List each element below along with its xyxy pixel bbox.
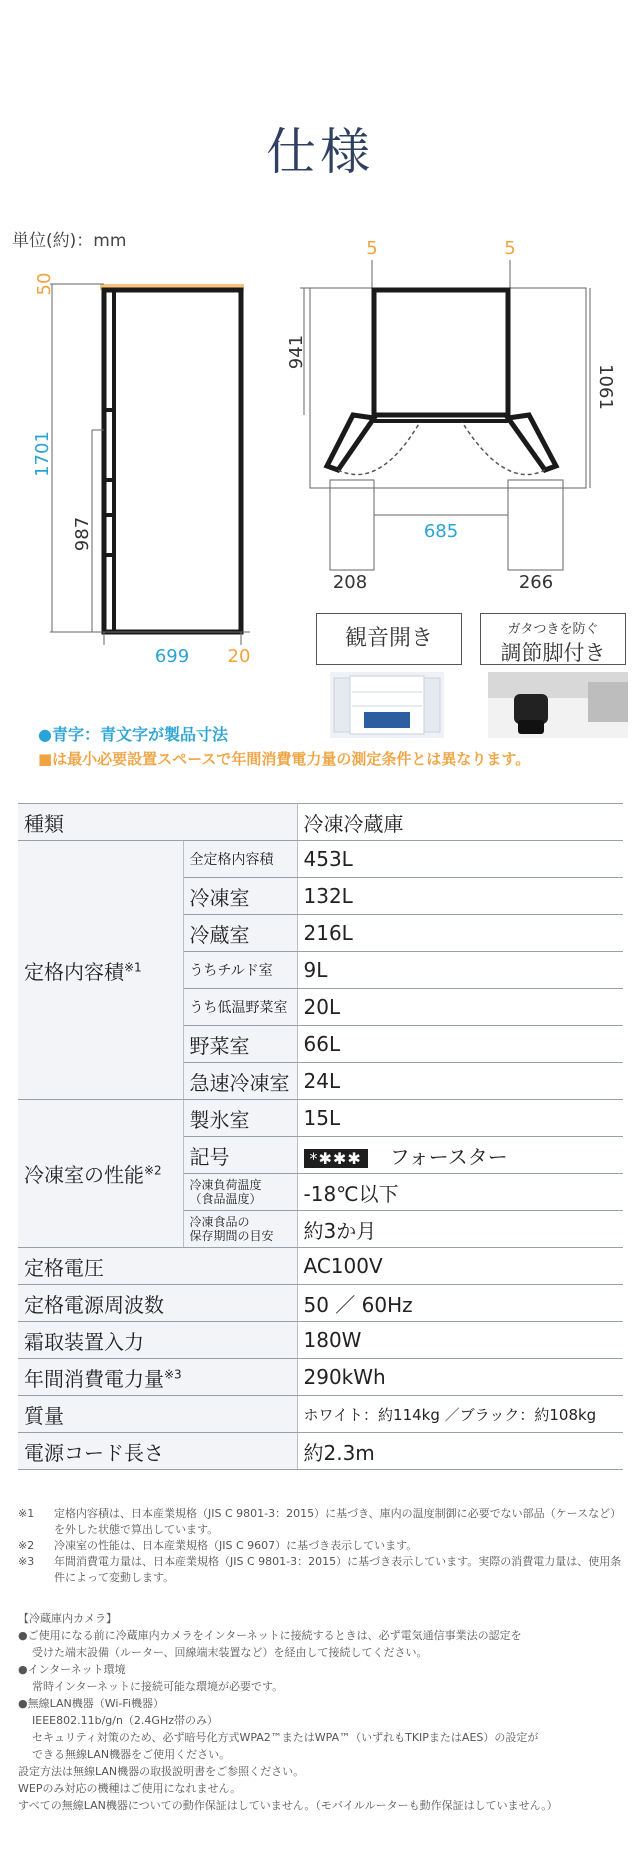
dim-depth: 699 <box>154 646 190 667</box>
spec-label: 質量 <box>18 1396 297 1433</box>
footnote: ※1 定格内容積は、日本産業規格（JIS C 9801-3：2015）に基づき、庫内の温度制御に必要でない部品（ケースなど）を外した状態で算出しています。 <box>18 1507 622 1536</box>
spec-label: 霜取装置入力 <box>18 1322 297 1359</box>
spec-group-label: 冷凍室の性能$^{※2}$ <box>18 1100 183 1248</box>
top-clearance-outline <box>310 288 586 488</box>
camera-heading: 【冷蔵庫内カメラ】 <box>18 1612 117 1625</box>
page-title: 仕様 <box>266 123 374 181</box>
spec-value: 24L <box>297 1063 623 1100</box>
spec-sub-label: うち低温野菜室 <box>183 989 297 1026</box>
dim-gap-right: 5 <box>504 240 516 259</box>
feet-title: 調節脚付き <box>500 641 606 665</box>
spec-value: 50 ／ 60Hz <box>297 1285 623 1322</box>
dim-lower-height: 987 <box>72 516 93 552</box>
spec-label: 種類 <box>18 804 297 841</box>
table-row <box>18 1359 623 1396</box>
table-row <box>18 1248 623 1285</box>
note-blue: ●青字：青文字が製品寸法 <box>38 725 228 744</box>
spec-label: 電源コード長さ <box>18 1433 297 1470</box>
fridge-top-body <box>374 290 508 415</box>
spec-sub-label: 製氷室 <box>183 1100 297 1137</box>
table-row <box>18 1433 623 1470</box>
dim-swing-right: 266 <box>518 572 554 593</box>
blue-dot-icon: ● <box>38 725 52 744</box>
spec-value: AC100V <box>297 1248 623 1285</box>
spec-value: 約3か月 <box>297 1211 623 1248</box>
table-row <box>18 804 623 841</box>
spec-value: 132L <box>297 878 623 915</box>
door-type-box: 観音開き <box>316 613 462 665</box>
spec-value: 216L <box>297 915 623 952</box>
spec-sub-label: 冷凍負荷温度 （食品温度） <box>183 1174 297 1211</box>
spec-sub-label: うちチルド室 <box>183 952 297 989</box>
footnote: ※2 冷凍室の性能は、日本産業規格（JIS C 9607）に基づき表示しています。 <box>18 1539 418 1552</box>
spec-value: 9L <box>297 952 623 989</box>
spec-value: ホワイト：約114kg ／ブラック：約108kg <box>297 1396 623 1433</box>
spec-sub-label: 野菜室 <box>183 1026 297 1063</box>
dim-height: 1701 <box>32 431 53 477</box>
spec-sub-label: 急速冷凍室 <box>183 1063 297 1100</box>
spec-value: 約2.3m <box>297 1433 623 1470</box>
spec-value: 290kWh <box>297 1359 623 1396</box>
spec-value: 冷凍冷蔵庫 <box>297 804 623 841</box>
dim-top-clearance: 50 <box>34 272 55 296</box>
spec-value: -18℃以下 <box>297 1174 623 1211</box>
spec-sub-label: 冷蔵室 <box>183 915 297 952</box>
spec-value: 66L <box>297 1026 623 1063</box>
fridge-interior-image <box>330 672 444 738</box>
adjustable-feet-box <box>480 613 626 665</box>
note-orange: ■は最小必要設置スペースで年間消費電力量の測定条件とは異なります。 <box>38 750 531 768</box>
spec-value: 20L <box>297 989 623 1026</box>
dim-swing-left: 208 <box>332 572 368 593</box>
spec-table <box>18 803 623 1470</box>
spec-sub-label: 冷凍室 <box>183 878 297 915</box>
spec-sub-label: 冷凍食品の 保存期間の目安 <box>183 1211 297 1248</box>
spec-label: 定格電圧 <box>18 1248 297 1285</box>
table-row <box>18 1322 623 1359</box>
spec-value: 15L <box>297 1100 623 1137</box>
dim-gap-left: 5 <box>366 240 378 259</box>
table-row <box>18 841 623 878</box>
table-row <box>18 1396 623 1433</box>
unit-label: 単位(約)：mm <box>12 231 127 251</box>
feet-caption: ガタつきを防ぐ <box>507 622 599 637</box>
table-row <box>18 1285 623 1322</box>
spec-sub-label: 全定格内容積 <box>183 841 297 878</box>
right-door <box>508 415 556 470</box>
spec-value: 180W <box>297 1322 623 1359</box>
camera-notes: 【冷蔵庫内カメラ】 ●ご使用になる前に冷蔵庫内カメラをインターネットに接続するときは、必ず電気通信事業法の認定を 受けた端末設備（ルーター、回線端末装置など）を経由して接続してください。 ●インターネット環境 常時インターネットに接続可能な環境が必要です。 ●無線LAN機器（Wi-Fi機器） IEEE802.11b/g/n（2.4GHz帯のみ） セキュリティ対策のため、必ず暗号化方式WPA2™またはWPA™（いずれもTKIPまたはAES）の設定が できる無線LAN機器をご使用ください。 設定方法は無線LAN機器の取扱説明書をご参照ください。 WEPのみ対応の機種はご使用になれません。 すべての無線LAN機器についての動作保証はしていません。（モバイルルーターも動作保証はしていません。） <box>18 1610 633 1814</box>
dim-door-open-right: 1061 <box>595 364 616 410</box>
four-star-badge: *✱✱✱ <box>304 1149 368 1168</box>
spec-label: 年間消費電力量$^{※3}$ <box>18 1359 297 1396</box>
spec-sub-label: 記号 <box>183 1137 297 1174</box>
dim-width: 685 <box>423 521 459 542</box>
adjustable-foot-image <box>488 672 628 738</box>
left-door <box>327 415 374 470</box>
fridge-side-body <box>104 290 241 632</box>
table-row <box>18 1100 623 1137</box>
spec-value: *✱✱✱ フォースター <box>297 1137 623 1174</box>
dim-door-open-left: 941 <box>286 334 307 370</box>
footnote: ※3 年間消費電力量は、日本産業規格（JIS C 9801-3：2015）に基づき表示しています。実際の消費電力量は、使用条件によって変動します。 <box>18 1555 622 1584</box>
footnotes <box>18 1506 628 1586</box>
dim-back-clearance: 20 <box>227 646 251 667</box>
spec-group-label: 定格内容積$^{※1}$ <box>18 841 183 1100</box>
spec-value: 453L <box>297 841 623 878</box>
spec-label: 定格電源周波数 <box>18 1285 297 1322</box>
